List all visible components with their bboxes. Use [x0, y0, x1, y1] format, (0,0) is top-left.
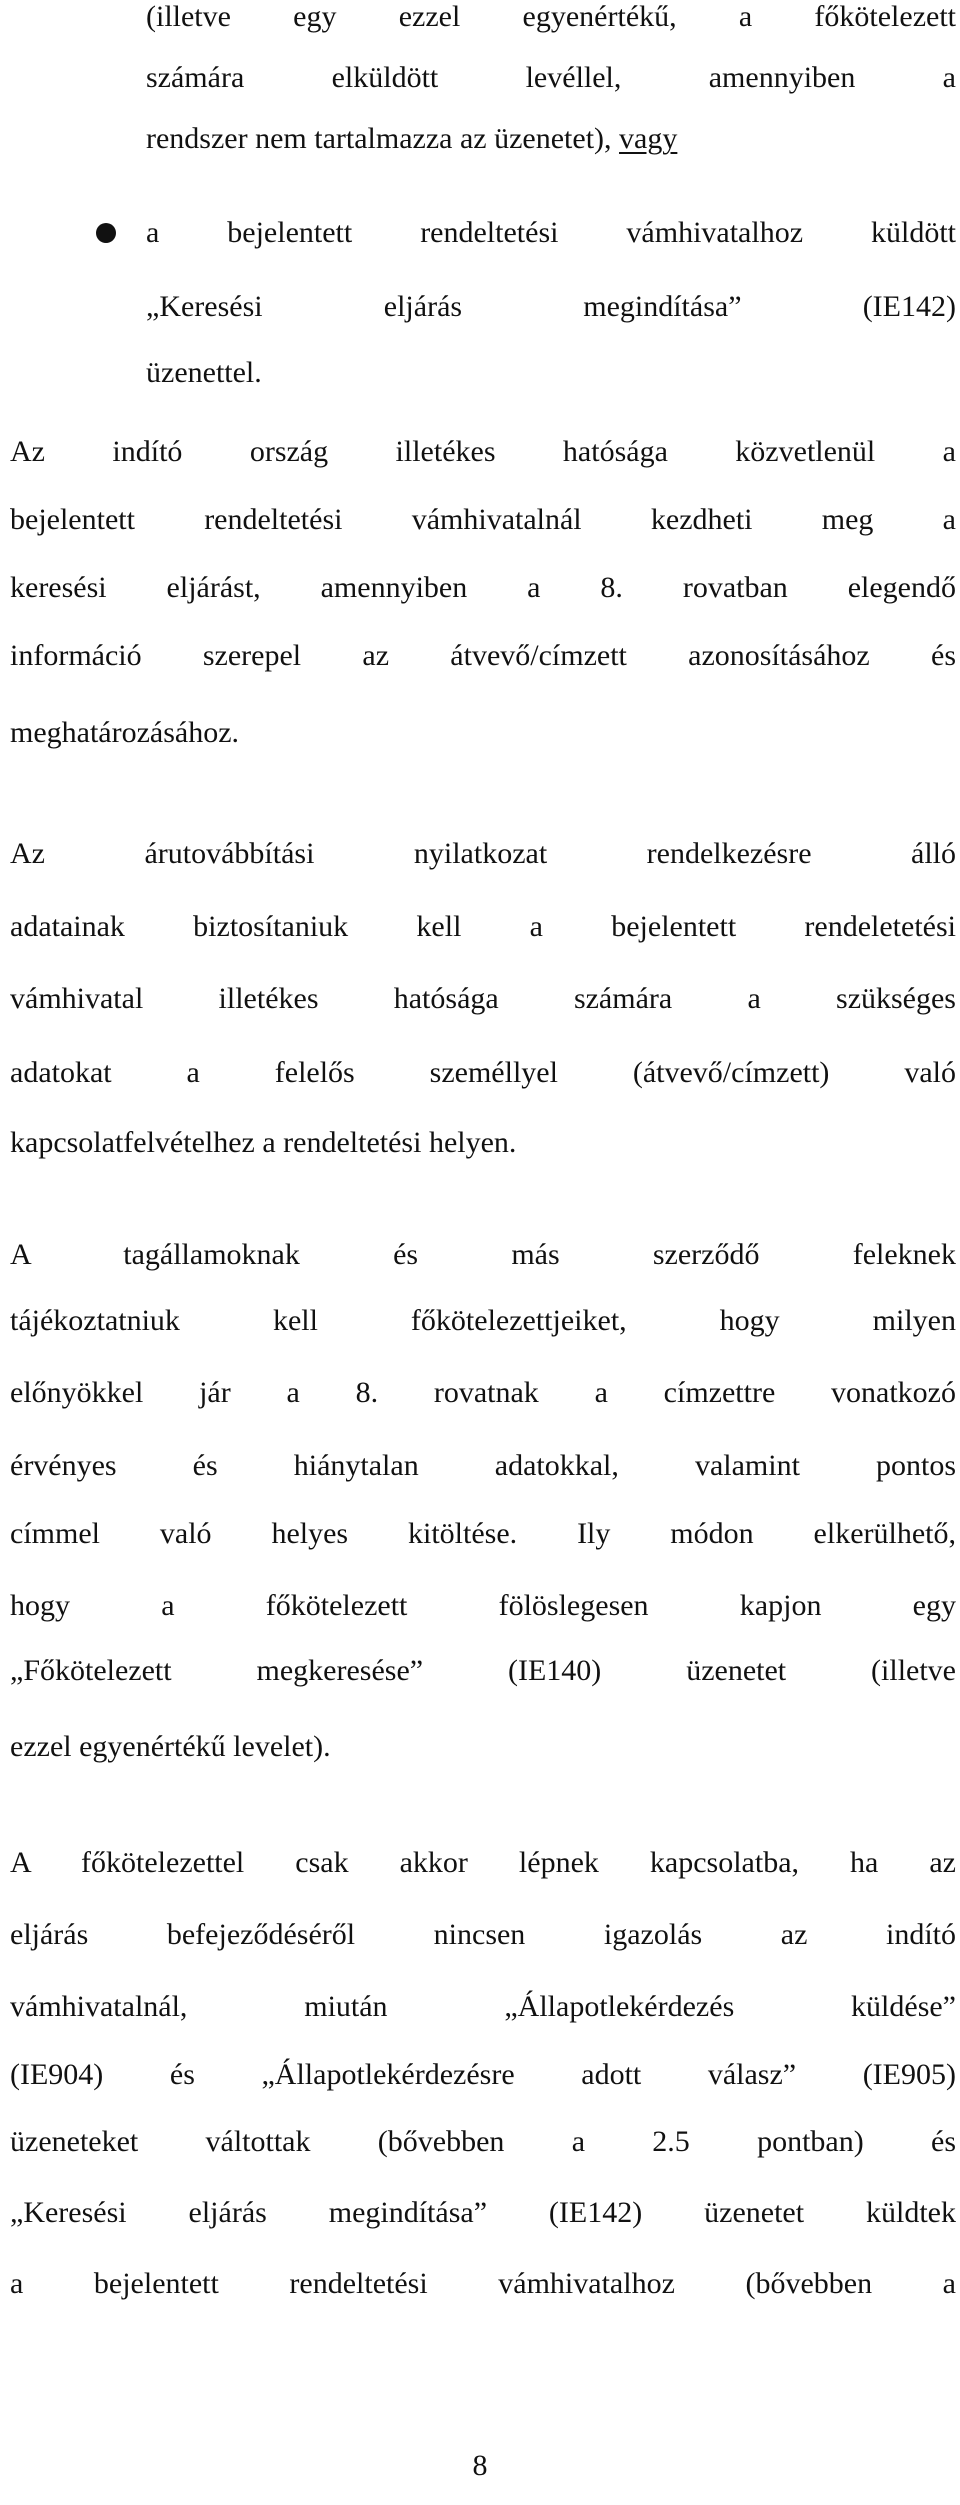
text-line: (IE904) és „Állapotlekérdezésre adott válasz” (IE905): [10, 2058, 956, 2091]
text-line: tájékoztatniuk kell főkötelezettjeiket, hogy milyen: [10, 1304, 956, 1337]
text-line: eljárás befejeződéséről nincsen igazolás az indító: [10, 1918, 956, 1951]
text-line: Az árutovábbítási nyilatkozat rendelkezésre álló: [10, 837, 956, 870]
text-line: vámhivatal illetékes hatósága számára a szükséges: [10, 982, 956, 1015]
text-line: Az indító ország illetékes hatósága közvetlenül a: [10, 435, 956, 468]
text-line: [146, 109, 956, 169]
text-line: a bejelentett rendeltetési vámhivatalhoz küldött: [146, 216, 956, 249]
text-segment: rendszer nem tartalmazza az üzenetet),: [146, 122, 612, 155]
text-line: A főkötelezettel csak akkor lépnek kapcsolatba, ha az: [10, 1846, 956, 1879]
text-line: bejelentett rendeltetési vámhivatalnál kezdheti meg a: [10, 503, 956, 536]
text-line: érvényes és hiánytalan adatokkal, valamint pontos: [10, 1449, 956, 1482]
text-line: kapcsolatfelvételhez a rendeltetési helyen.: [10, 1126, 517, 1159]
text-line: vámhivatalnál, miután „Állapotlekérdezés küldése”: [10, 1990, 956, 2023]
text-line: a bejelentett rendeltetési vámhivatalhoz (bővebben a: [10, 2267, 956, 2300]
text-line: üzeneteket váltottak (bővebben a 2.5 pontban) és: [10, 2125, 956, 2158]
text-line: keresési eljárást, amennyiben a 8. rovatban elegendő: [10, 571, 956, 604]
text-line: meghatározásához.: [10, 716, 240, 749]
text-line: „Keresési eljárás megindítása” (IE142) üzenetet küldtek: [10, 2196, 956, 2229]
underlined-conjunction: vagy: [619, 122, 678, 155]
text-line: előnyökkel jár a 8. rovatnak a címzettre vonatkozó: [10, 1376, 956, 1409]
text-line: üzenettel.: [146, 356, 262, 389]
text-line: információ szerepel az átvevő/címzett azonosításához és: [10, 639, 956, 672]
text-line: „Keresési eljárás megindítása” (IE142): [146, 290, 956, 323]
text-line: ezzel egyenértékű levelet).: [10, 1730, 331, 1763]
text-line: számára elküldött levéllel, amennyiben a: [146, 61, 956, 94]
text-line: adatokat a felelős személlyel (átvevő/címzett) való: [10, 1056, 956, 1089]
text-line: címmel való helyes kitöltése. Ily módon elkerülhető,: [10, 1517, 956, 1550]
text-line: A tagállamoknak és más szerződő feleknek: [10, 1238, 956, 1271]
text-line: hogy a főkötelezett fölöslegesen kapjon egy: [10, 1589, 956, 1622]
text-line: (illetve egy ezzel egyenértékű, a főkötelezett: [146, 0, 956, 33]
text-line: „Főkötelezett megkeresése” (IE140) üzenetet (illetve: [10, 1654, 956, 1687]
text-line: adatainak biztosítaniuk kell a bejelentett rendeletetési: [10, 910, 956, 943]
bullet-icon: [96, 223, 116, 243]
page-number: 8: [472, 2449, 488, 2482]
